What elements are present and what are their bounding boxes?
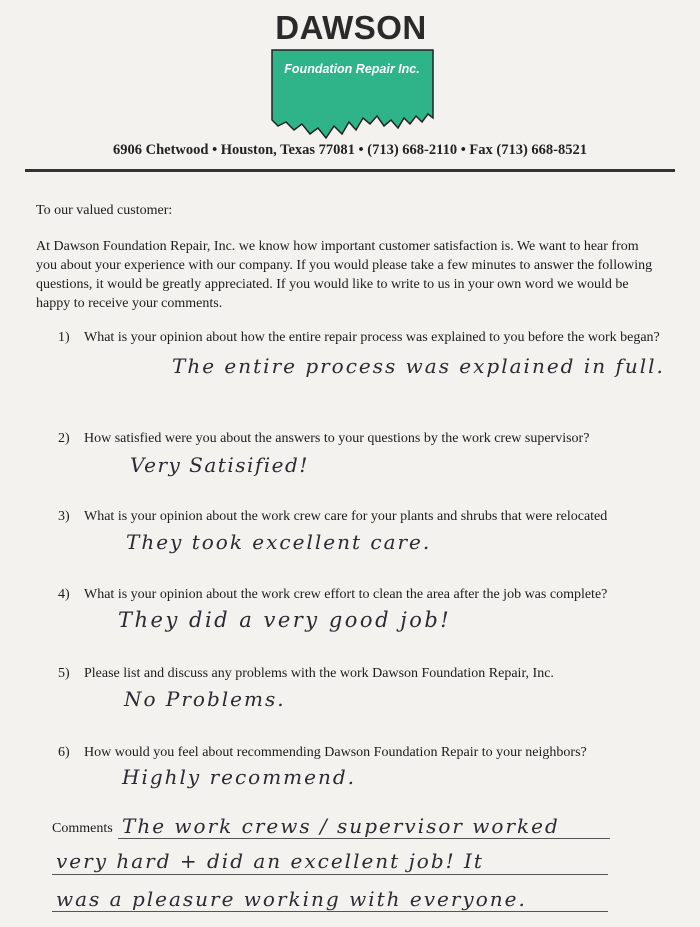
- header-divider: [25, 169, 675, 172]
- question-text: What is your opinion about the work crew effort to clean the area after the job was complete?: [84, 587, 608, 602]
- intro-paragraph: At Dawson Foundation Repair, Inc. we know how important customer satisfaction is. We want to hear from you about your experience with our company. If you would please take a few minutes to answer the following questions, it would be greatly appreciated. If you would like to write to us in your own word we would be happy to receive your comments.: [36, 239, 653, 311]
- answer-2: Very Satisified!: [130, 453, 309, 477]
- question-3: [58, 507, 678, 527]
- question-number: 2): [58, 431, 70, 446]
- question-6: [58, 743, 678, 763]
- question-text: What is your opinion about how the entire repair process was explained to you before the work began?: [84, 330, 660, 345]
- question-4: [58, 585, 678, 605]
- question-number: 4): [58, 587, 70, 602]
- comment-rule-3: [52, 911, 608, 912]
- comment-line-1: The work crews / supervisor worked: [122, 814, 560, 838]
- answer-6: Highly recommend.: [122, 765, 357, 789]
- salutation: To our valued customer:: [36, 203, 173, 218]
- question-number: 3): [58, 509, 70, 524]
- answer-1: The entire process was explained in full.: [172, 354, 665, 378]
- comment-rule-1: [118, 838, 610, 839]
- comment-line-3: was a pleasure working with everyone.: [56, 887, 527, 911]
- comments-label: Comments: [52, 821, 113, 836]
- company-name: DAWSON: [275, 9, 427, 46]
- question-5: [58, 664, 678, 684]
- comment-rule-2: [52, 874, 608, 875]
- answer-3: They took excellent care.: [126, 530, 432, 554]
- company-tagline: Foundation Repair Inc.: [284, 62, 420, 76]
- question-number: 1): [58, 330, 70, 345]
- company-logo: [266, 10, 436, 134]
- question-number: 6): [58, 745, 70, 760]
- question-text: How satisfied were you about the answers to your questions by the work crew supervisor?: [84, 431, 590, 446]
- question-2: [58, 429, 678, 449]
- answer-5: No Problems.: [124, 687, 286, 711]
- question-number: 5): [58, 666, 70, 681]
- comment-line-2: very hard + did an excellent job! It: [56, 849, 484, 873]
- question-text: What is your opinion about the work crew care for your plants and shrubs that were relocated: [84, 509, 608, 524]
- answer-4: They did a very good job!: [118, 608, 452, 632]
- question-text: How would you feel about recommending Dawson Foundation Repair to your neighbors?: [84, 745, 587, 760]
- company-address: 6906 Chetwood • Houston, Texas 77081 • (713) 668-2110 • Fax (713) 668-8521: [112, 142, 587, 158]
- question-text: Please list and discuss any problems with the work Dawson Foundation Repair, Inc.: [84, 666, 554, 681]
